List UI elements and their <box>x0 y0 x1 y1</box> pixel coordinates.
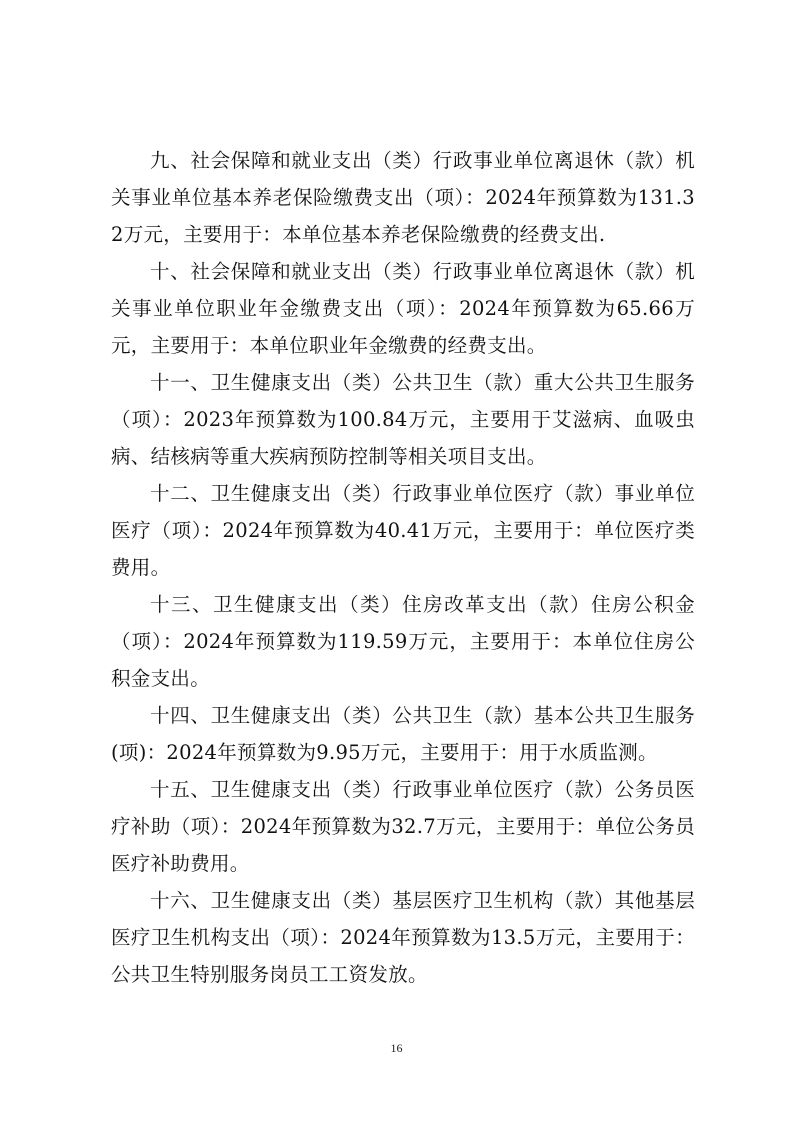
paragraph-item-16: 十六、卫生健康支出（类）基层医疗卫生机构（款）其他基层医疗卫生机构支出（项）：2024年预算数为13.5万元，主要用于：公共卫生特别服务岗员工工资发放。 <box>111 889 695 986</box>
paragraph-item-14: 十四、卫生健康支出（类）公共卫生（款）基本公共卫生服务(项)：2024年预算数为9.95万元，主要用于：用于水质监测。 <box>111 704 695 764</box>
document-body <box>111 142 695 993</box>
page-number: 16 <box>390 1041 403 1055</box>
paragraph-item-10: 十、社会保障和就业支出（类）行政事业单位离退休（款）机关事业单位职业年金缴费支出（项）：2024年预算数为65.66万元，主要用于：本单位职业年金缴费的经费支出。 <box>111 260 695 357</box>
paragraph-item-9: 九、社会保障和就业支出（类）行政事业单位离退休（款）机关事业单位基本养老保险缴费支出（项）：2024年预算数为131.32万元，主要用于：本单位基本养老保险缴费的经费支出. <box>111 149 695 246</box>
paragraph-item-13: 十三、卫生健康支出（类）住房改革支出（款）住房公积金（项）：2024年预算数为119.59万元，主要用于：本单位住房公积金支出。 <box>111 593 695 690</box>
paragraph-item-12: 十二、卫生健康支出（类）行政事业单位医疗（款）事业单位医疗（项）：2024年预算数为40.41万元，主要用于：单位医疗类费用。 <box>111 482 695 579</box>
paragraph-item-15: 十五、卫生健康支出（类）行政事业单位医疗（款）公务员医疗补助（项）：2024年预算数为32.7万元，主要用于：单位公务员医疗补助费用。 <box>111 778 695 875</box>
paragraph-item-11: 十一、卫生健康支出（类）公共卫生（款）重大公共卫生服务（项）：2023年预算数为100.84万元，主要用于艾滋病、血吸虫病、结核病等重大疾病预防控制等相关项目支出。 <box>111 371 695 468</box>
